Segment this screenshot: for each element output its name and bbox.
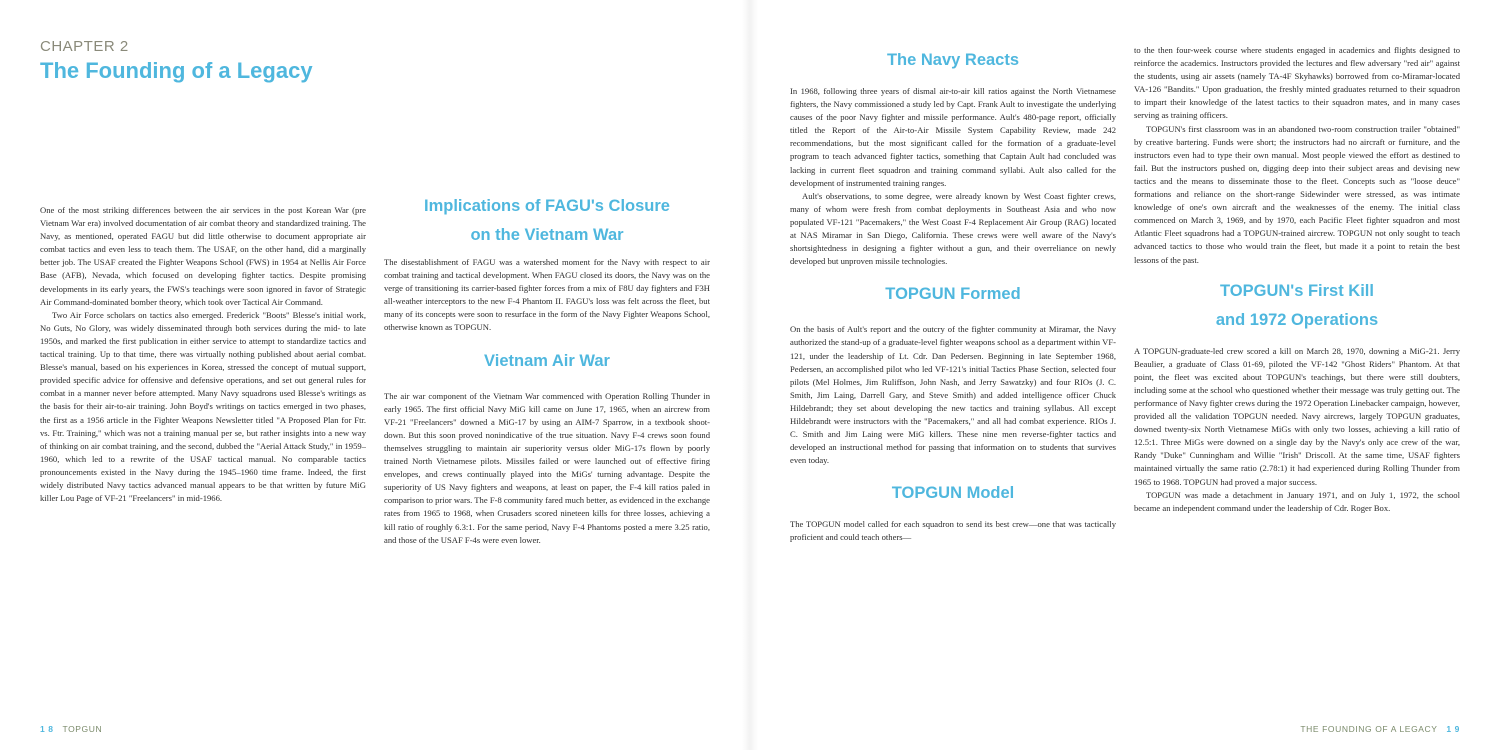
paragraph: TOPGUN was made a detachment in January 1971, and on July 1, 1972, the school became an independent command under the leadership of Cdr. Roger Box.: [1134, 489, 1460, 513]
column-4: [1134, 44, 1460, 706]
paragraph: Two Air Force scholars on tactics also emerged. Frederick "Boots" Blesse's initial work, No Guts, No Glory, was widely disseminated through both services during the mid- to late 1950s, and marked the first publication in either service to attempt to standardize tactics and tactical training. Up to that time, there was virtually nothing published about aerial combat. Blesse's manual, based on his experiences in Korea, stressed the concept of mutual support, provided specific advice for offensive and defensive operations, and set out general rules for combat in a manner never before attempted. Many Navy squadrons used Blesse's writings as the basis for their air-to-air training. John Boyd's writings on tactics emerged in two phases, the first as a 1956 article in the Fighter Weapons Newsletter titled "A Proposed Plan for Ftr. vs. Ftr. Training," which was not a training manual per se, but rather insights into a new way of thinking on air combat training, and the second, dubbed the "Aerial Attack Study," in 1959–1960, which led to a rewrite of the USAF tactical manual. No comparable tactics pronouncements existed in the Navy during the 1945–1960 time frame. Indeed, the first widely distributed Navy tactics advanced manual appears to be that written by future MiG killer Lou Page of VF-21 "Freelancers" in mid-1966.: [40, 309, 366, 504]
paragraph: A TOPGUN-graduate-led crew scored a kill on March 28, 1970, downing a MiG-21. Jerry Beaulier, a graduate of Class 01-69, piloted the VF-142 "Ghost Riders" Phantom. At that point, the fleet was excited about TOPGUN's teachings, but there were still doubters, including some at the school who questioned whether their message was truly getting out. The performance of Navy fighter crews during the 1972 Operation Linebacker campaign, however, provided all the validation TOPGUN needed. Navy aircrews, largely TOPGUN graduates, downed twenty-six North Vietnamese MiGs with only two losses, achieving a kill ratio of 12.5:1. Three MiGs were downed on a single day by the Navy's only ace crew of the war, Randy "Duke" Cunningham and Willie "Irish" Driscoll. At the same time, USAF fighters maintained virtually the same ratio (2.78:1) it had experienced during Rolling Thunder from 1965 to 1968. TOPGUN had proved a major success.: [1134, 345, 1460, 487]
paragraph: The disestablishment of FAGU was a watershed moment for the Navy with respect to air combat training and tactical development. When FAGU closed its doors, the Navy was on the verge of transitioning its carrier-based fighter forces from a mix of F8U day fighters and F3H all-weather interceptors to the new F-4 Phantom II. FAGU's loss was felt across the fleet, but many of its concepts were soon to resurface in the form of the Navy Fighter Weapons School, otherwise known as TOPGUN.: [384, 257, 710, 333]
section-heading: TOPGUN Model: [891, 484, 1015, 503]
column-1: [40, 204, 366, 704]
chapter-label: CHAPTER 2: [40, 38, 129, 55]
page-number: 1 8: [40, 724, 54, 734]
paragraph: to the then four-week course where students engaged in academics and flights designed to reinforce the academics. Instructors provided the lectures and flew adversary "red air" against the students, using air assets (namely TA-4F Skyhawks) borrowed from co-Miramar-located VA-126 "Bandits." Upon graduation, the freshly minted graduates returned to their squadron to impart their knowledge of the latest tactics to their squadron mates, and in many cases serving as training officers.: [1134, 45, 1460, 121]
paragraph: On the basis of Ault's report and the outcry of the fighter community at Miramar, the Navy authorized the stand-up of a graduate-level fighter weapons school as a department within VF-121, under the leadership of Lt. Cdr. Dan Pedersen. Beginning in late September 1968, Pedersen, an accomplished pilot who led VF-121's initial Tactics Phase Section, selected four pilots (Mel Holmes, Jim Ruliffson, John Nash, and Jerry Sawatzky) and four RIOs (J. C. Smith, Jim Laing, Darrell Gary, and Steve Smith) and added intelligence officer Chuck Hildebrandt; they set about developing the new tactics and training syllabus. All except Hildebrandt were instructors with the "Pacemakers," and all had combat experience. RIOs J. C. Smith and Jim Laing were MiG killers. These nine men reverse-fighter tactics and developed an instructional method for passing that information on to students that survives even today.: [790, 324, 1116, 466]
paragraph: Ault's observations, to some degree, were already known by West Coast fighter crews, many of whom were fresh from combat deployments in Southeast Asia and who now populated VF-121 "Pacemakers," the West Coast F-4 Replacement Air Group (RAG) located at NAS Miramar in San Diego, California. These crews were well aware of the Navy's shortsightedness in designing a fighter without a gun, and their overreliance on newly developed but unproven missile technologies.: [790, 190, 1116, 267]
running-head: TOPGUN: [62, 724, 103, 734]
column-3: [790, 46, 1116, 706]
chapter-title: The Founding of a Legacy: [40, 58, 313, 83]
right-footer: [1300, 724, 1460, 734]
section-heading: Implications of FAGU's Closure on the Vietnam War: [424, 197, 670, 244]
paragraph: TOPGUN's first classroom was in an abandoned two-room construction trailer "obtained" by creative bartering. Funds were short; the instructors had no aircraft or furniture, and the instructors even had to type their own manual. Most people viewed the effort as destined to fail. But the instructors pushed on, digging deep into their subject areas and devising new tactics and the means to disseminate those to the fleet. Concepts such as "loose deuce" formations and reliance on the short-range Sidewinder were stressed, as was intimate knowledge of one's own aircraft and the weaknesses of the enemy. The initial class commenced on March 3, 1969, and by 1970, each Pacific Fleet fighter squadron and most Atlantic Fleet squadrons had a TOPGUN-trained aircrew. TOPGUN not only sought to teach advanced tactics to those who would train the fleet, but made it a point to retain the best lessons of the past.: [1134, 123, 1460, 265]
paragraph: In 1968, following three years of dismal air-to-air kill ratios against the North Vietnamese fighters, the Navy commissioned a study led by Capt. Frank Ault to investigate the underlying causes of the poor Navy fighter and missile performance. Ault's 480-page report, officially titled the Report of the Air-to-Air Missile System Capability Review, made 242 recommendations, but the most significant called for the formation of a graduate-level program to teach advanced fighter tactics, something that Captain Ault had concluded was lacking in current fleet squadron and training command syllabi. Ault also called for the development of instrumented training ranges.: [790, 86, 1116, 188]
column-2: [384, 192, 710, 702]
paragraph: One of the most striking differences between the air services in the post Korean War (pre Vietnam War era) involved documentation of air combat theory and standardized training. The Navy, as mentioned, operated FAGU but did little otherwise to document appropriate air combat tactics and even less to teach them. The USAF, on the other hand, did a marginally better job. The USAF created the Fighter Weapons School (FWS) in 1954 at Nellis Air Force Base (AFB), Nevada, which focused on developing fighter tactics. Despite promising developments in its early years, the FWS's teachings were soon ignored in favor of Strategic Air Command-dominated bomber theory, which took over Tactical Air Command.: [40, 205, 366, 307]
section-heading: Vietnam Air War: [484, 351, 610, 370]
paragraph: The TOPGUN model called for each squadron to send its best crew—one that was tactically proficient and could teach others—: [790, 519, 1116, 543]
right-page: [750, 0, 1500, 750]
paragraph: The air war component of the Vietnam War commenced with Operation Rolling Thunder in early 1965. The first official Navy MiG kill came on June 17, 1965, when an aircrew from VF-21 "Freelancers" downed a MiG-17 by using an AIM-7 Sparrow, in a textbook shoot-down. But this soon proved nonindicative of the true situation. Navy F-4 crews soon found themselves struggling to maintain air superiority versus older MiG-17s flown by poorly trained North Vietnamese pilots. Missiles failed or were launched out of effective firing envelopes, and crews continually played into the MiGs' turning advantage. Despite the superiority of US Navy fighters and weapons, at least on paper, the F-4 kill ratios paled in comparison to prior wars. The F-8 community fared much better, as evidenced in the exchange rates from 1965 to 1968, when Crusaders scored nineteen kills for three losses, achieving a kill ratio of roughly 6.3:1. For the same period, Navy F-4 Phantoms posted a mere 3.25 ratio, and those of the USAF F-4s were even lower.: [384, 390, 710, 545]
section-heading: The Navy Reacts: [886, 51, 1020, 69]
left-footer: [40, 724, 102, 734]
section-heading: TOPGUN Formed: [885, 285, 1021, 304]
page-number: 1 9: [1446, 724, 1460, 734]
running-head: THE FOUNDING OF A LEGACY: [1300, 724, 1438, 734]
section-heading: TOPGUN's First Kill and 1972 Operations: [1215, 281, 1379, 329]
